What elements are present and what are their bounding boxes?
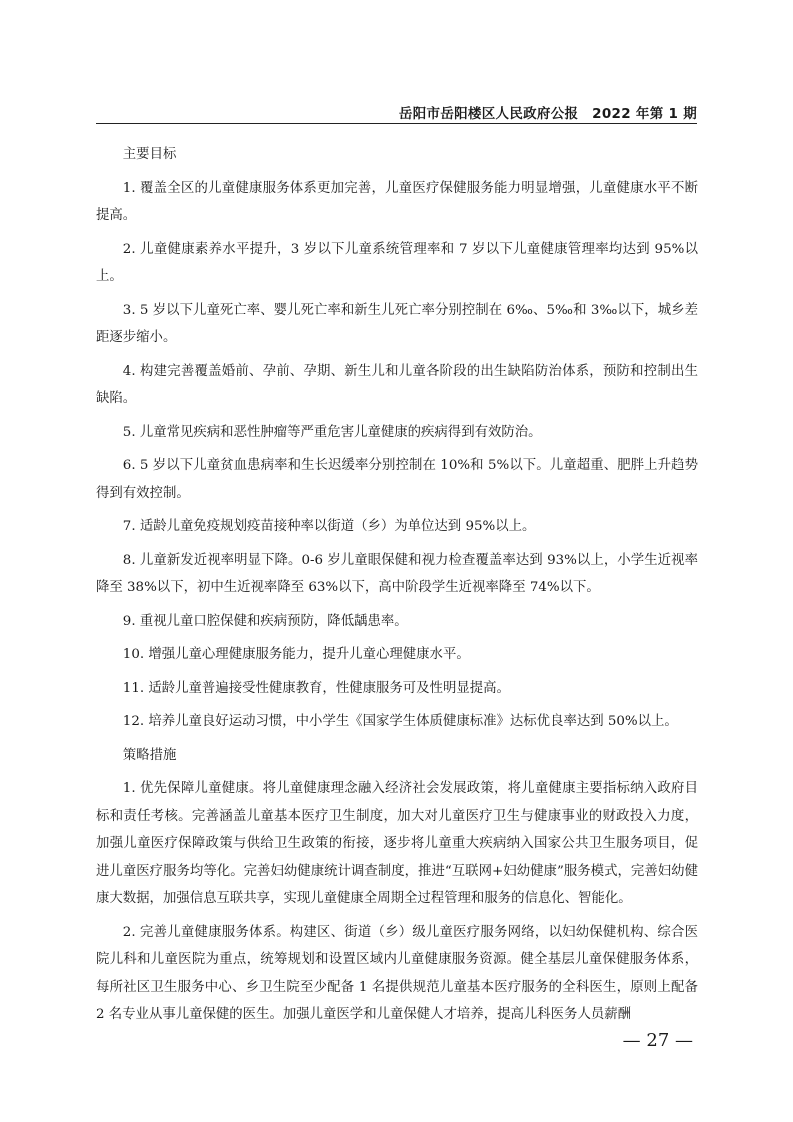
section-heading-main-goals: 主要目标 — [122, 147, 177, 162]
page-number: — 27 — — [622, 1030, 693, 1051]
goal-item: 5. 儿童常见疾病和恶性肿瘤等严重危害儿童健康的疾病得到有效防治。 — [122, 424, 542, 440]
strategy-item: 1. 优先保障儿童健康。将儿童健康理念融入经济社会发展政策，将儿童健康主要指标纳入政府目标和责任考核。完善涵盖儿童基本医疗卫生制度，加大对儿童医疗卫生与健康事业的财政投入力度，加强儿童医疗保障政策与供给卫生政策的衔接，逐步将儿童重大疾病纳入国家公共卫生服务项目，促进儿童医疗服务均等化。完善妇幼健康统计调查制度，推进“互联网+妇幼健康”服务模式，完善妇幼健康大数据，加强信息互联共享，实现儿童健康全周期全过程管理和服务的信息化、智能化。 — [96, 781, 698, 906]
goal-item: 9. 重视儿童口腔保健和疾病预防，降低龋患率。 — [122, 613, 408, 629]
goal-item: 2. 儿童健康素养水平提升，3 岁以下儿童系统管理率和 7 岁以下儿童健康管理率均达到 95%以上。 — [96, 241, 698, 284]
goal-item: 11. 适龄儿童普遍接受性健康教育，性健康服务可及性明显提高。 — [122, 680, 510, 696]
goal-item: 8. 儿童新发近视率明显下降。0-6 岁儿童眼保健和视力检查覆盖率达到 93%以上，小学生近视率降至 38%以下，初中生近视率降至 63%以下，高中阶段学生近视率降至 74%以下。 — [96, 552, 698, 595]
goal-item: 12. 培养儿童良好运动习惯，中小学生《国家学生体质健康标准》达标优良率达到 50%以上。 — [122, 714, 678, 729]
header-title: 岳阳市岳阳楼区人民政府公报 2022 年第 1 期 — [398, 106, 697, 122]
header-rule — [96, 123, 697, 124]
page-header — [96, 96, 697, 124]
goal-item: 4. 构建完善覆盖婚前、孕前、孕期、新生儿和儿童各阶段的出生缺陷防治体系，预防和控制出生缺陷。 — [96, 363, 698, 406]
goal-item: 6. 5 岁以下儿童贫血患病率和生长迟缓率分别控制在 10%和 5%以下。儿童超重、肥胖上升趋势得到有效控制。 — [96, 458, 698, 501]
section-heading-strategies: 策略措施 — [122, 747, 177, 763]
document-body — [96, 141, 698, 1035]
strategy-item: 2. 完善儿童健康服务体系。构建区、街道（乡）级儿童医疗服务网络，以妇幼保健机构、综合医院儿科和儿童医院为重点，统筹规划和设置区域内儿童健康服务资源。健全基层儿童保健服务体系，每所社区卫生服务中心、乡卫生院至少配备 1 名提供规范儿童基本医疗服务的全科医生，原则上配备 2 名专业从事儿童保健的医生。加强儿童医学和儿童保健人才培养，提高儿科医务人员薪酬 — [96, 924, 698, 1022]
goal-item: 10. 增强儿童心理健康服务能力，提升儿童心理健康水平。 — [122, 647, 470, 662]
goal-item: 7. 适龄儿童免疫规划疫苗接种率以街道（乡）为单位达到 95%以上。 — [122, 519, 536, 534]
goal-item: 3. 5 岁以下儿童死亡率、婴儿死亡率和新生儿死亡率分别控制在 6‰、5‰和 3‰以下，城乡差距逐步缩小。 — [96, 302, 698, 345]
goal-item: 1. 覆盖全区的儿童健康服务体系更加完善，儿童医疗保健服务能力明显增强，儿童健康水平不断提高。 — [96, 180, 698, 223]
